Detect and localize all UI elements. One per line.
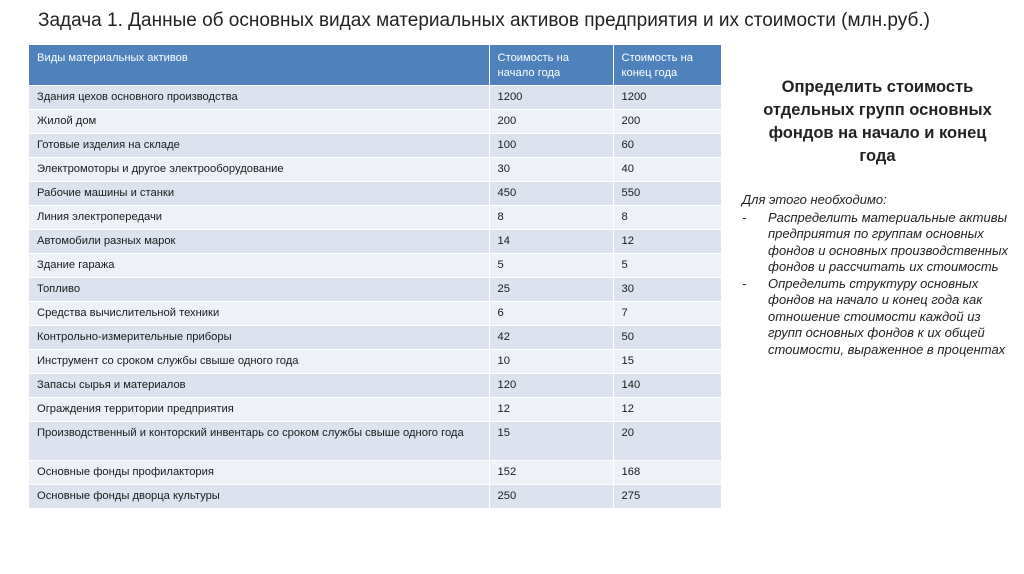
cell-end-value: 12 xyxy=(613,398,721,422)
instructions-intro: Для этого необходимо: xyxy=(742,192,887,207)
table-row xyxy=(29,461,721,485)
table-row xyxy=(29,374,721,398)
cell-asset-type: Инструмент со сроком службы свыше одного года xyxy=(29,350,489,374)
table-row xyxy=(29,302,721,326)
table-row xyxy=(29,134,721,158)
dash-bullet: - xyxy=(742,275,747,291)
cell-start-value: 8 xyxy=(489,206,613,230)
table-row xyxy=(29,206,721,230)
cell-asset-type: Средства вычислительной техники xyxy=(29,302,489,326)
table-header-row xyxy=(29,45,721,86)
instructions xyxy=(742,192,1012,358)
instruction-text: Распределить материальные активы предприятия по группам основных фондов и основных производственных фондов и рассчитать их стоимость xyxy=(768,209,1009,274)
cell-end-value: 50 xyxy=(613,326,721,350)
cell-end-value: 140 xyxy=(613,374,721,398)
cell-start-value: 5 xyxy=(489,254,613,278)
table-row xyxy=(29,398,721,422)
header-end-value: Стоимость на конец года xyxy=(613,45,721,86)
table-body xyxy=(29,86,721,509)
cell-start-value: 6 xyxy=(489,302,613,326)
cell-asset-type: Электромоторы и другое электрооборудование xyxy=(29,158,489,182)
table-row xyxy=(29,278,721,302)
cell-end-value: 200 xyxy=(613,110,721,134)
instruction-item xyxy=(742,210,1012,276)
cell-start-value: 1200 xyxy=(489,86,613,110)
table-row xyxy=(29,110,721,134)
table-row xyxy=(29,230,721,254)
table-row xyxy=(29,422,721,461)
cell-end-value: 1200 xyxy=(613,86,721,110)
cell-start-value: 25 xyxy=(489,278,613,302)
cell-end-value: 40 xyxy=(613,158,721,182)
cell-asset-type: Основные фонды дворца культуры xyxy=(29,485,489,509)
cell-start-value: 10 xyxy=(489,350,613,374)
table-row xyxy=(29,254,721,278)
cell-end-value: 550 xyxy=(613,182,721,206)
cell-asset-type: Автомобили разных марок xyxy=(29,230,489,254)
cell-asset-type: Рабочие машины и станки xyxy=(29,182,489,206)
cell-asset-type: Ограждения территории предприятия xyxy=(29,398,489,422)
cell-asset-type: Здание гаража xyxy=(29,254,489,278)
cell-start-value: 100 xyxy=(489,134,613,158)
table-row xyxy=(29,182,721,206)
cell-start-value: 200 xyxy=(489,110,613,134)
cell-asset-type: Контрольно-измерительные приборы xyxy=(29,326,489,350)
cell-end-value: 15 xyxy=(613,350,721,374)
cell-end-value: 20 xyxy=(613,422,721,461)
cell-start-value: 152 xyxy=(489,461,613,485)
cell-asset-type: Жилой дом xyxy=(29,110,489,134)
cell-end-value: 8 xyxy=(613,206,721,230)
cell-end-value: 60 xyxy=(613,134,721,158)
cell-start-value: 42 xyxy=(489,326,613,350)
header-start-value: Стоимость на начало года xyxy=(489,45,613,86)
instruction-text: Определить структуру основных фондов на начало и конец года как отношение стоимости каждой из групп основных фондов к их общей стоимости, выраженное в процентах xyxy=(768,275,1006,357)
cell-asset-type: Основные фонды профилактория xyxy=(29,461,489,485)
instruction-item xyxy=(742,276,1012,359)
cell-asset-type: Запасы сырья и материалов xyxy=(29,374,489,398)
cell-end-value: 12 xyxy=(613,230,721,254)
instructions-list xyxy=(742,210,1012,359)
table-row xyxy=(29,158,721,182)
cell-start-value: 450 xyxy=(489,182,613,206)
cell-asset-type: Здания цехов основного производства xyxy=(29,86,489,110)
cell-start-value: 30 xyxy=(489,158,613,182)
task-statement: Определить стоимость отдельных групп основных фондов на начало и конец года xyxy=(763,78,992,165)
table-row xyxy=(29,86,721,110)
header-asset-type: Виды материальных активов xyxy=(29,45,489,86)
cell-start-value: 250 xyxy=(489,485,613,509)
cell-end-value: 275 xyxy=(613,485,721,509)
cell-end-value: 30 xyxy=(613,278,721,302)
page-title: Задача 1. Данные об основных видах материальных активов предприятия и их стоимости (млн.руб.) xyxy=(38,10,930,31)
cell-end-value: 7 xyxy=(613,302,721,326)
cell-end-value: 5 xyxy=(613,254,721,278)
dash-bullet: - xyxy=(742,209,747,225)
cell-asset-type: Линия электропередачи xyxy=(29,206,489,230)
cell-start-value: 14 xyxy=(489,230,613,254)
assets-table xyxy=(29,45,721,508)
cell-asset-type: Производственный и конторский инвентарь со сроком службы свыше одного года xyxy=(29,422,489,461)
table-row xyxy=(29,350,721,374)
cell-end-value: 168 xyxy=(613,461,721,485)
cell-start-value: 15 xyxy=(489,422,613,461)
cell-asset-type: Топливо xyxy=(29,278,489,302)
table-row xyxy=(29,326,721,350)
cell-asset-type: Готовые изделия на складе xyxy=(29,134,489,158)
cell-start-value: 120 xyxy=(489,374,613,398)
cell-start-value: 12 xyxy=(489,398,613,422)
table-row xyxy=(29,485,721,509)
